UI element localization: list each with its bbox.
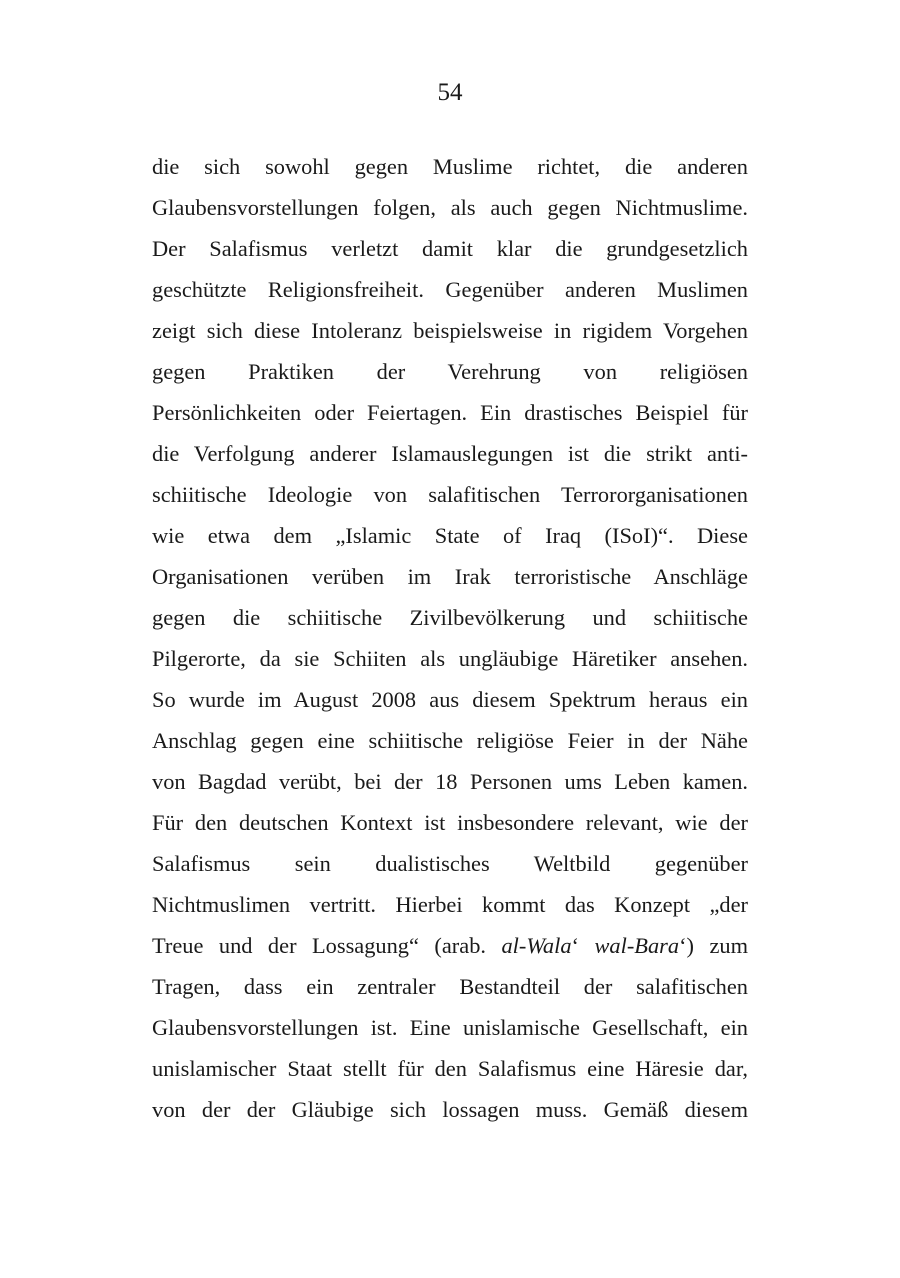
text-line: Pilgerorte, da sie Schiiten als ungläubige Häretiker ansehen. xyxy=(152,646,748,671)
text-line: Der Salafismus verletzt damit klar die grundgesetzlich xyxy=(152,236,748,261)
text-segment: Treue und der Lossagung“ (arab. xyxy=(152,933,502,958)
text-line: Glaubensvorstellungen folgen, als auch gegen Nichtmuslime. xyxy=(152,195,748,220)
text-line: So wurde im August 2008 aus diesem Spektrum heraus ein xyxy=(152,687,748,712)
italic-term-wal-bara: wal-Bara xyxy=(594,933,680,958)
text-line: von Bagdad verübt, bei der 18 Personen ums Leben kamen. xyxy=(152,769,748,794)
text-line: unislamischer Staat stellt für den Salafismus eine Häresie dar, xyxy=(152,1056,748,1081)
text-line: schiitische Ideologie von salafitischen Terrororganisationen xyxy=(152,482,748,507)
text-line-with-italics xyxy=(152,925,748,966)
text-line: gegen die schiitische Zivilbevölkerung und schiitische xyxy=(152,605,748,630)
italic-term-al-wala: al-Wala xyxy=(501,933,572,958)
text-line: geschützte Religionsfreiheit. Gegenüber anderen Muslimen xyxy=(152,277,748,302)
text-line: von der der Gläubige sich lossagen muss. Gemäß diesem xyxy=(152,1097,748,1122)
text-line: Organisationen verüben im Irak terroristische Anschläge xyxy=(152,564,748,589)
text-line: gegen Praktiken der Verehrung von religiösen xyxy=(152,359,748,384)
text-line: Glaubensvorstellungen ist. Eine unislamische Gesellschaft, ein xyxy=(152,1015,748,1040)
text-segment: ‘) zum xyxy=(679,933,748,958)
body-paragraph xyxy=(152,146,748,1130)
text-segment: ‘ xyxy=(571,933,595,958)
text-line: zeigt sich diese Intoleranz beispielsweise in rigidem Vorgehen xyxy=(152,318,748,343)
text-line: Persönlichkeiten oder Feiertagen. Ein drastisches Beispiel für xyxy=(152,400,748,425)
text-line: die sich sowohl gegen Muslime richtet, die anderen xyxy=(152,154,748,179)
text-line: Salafismus sein dualistisches Weltbild gegenüber xyxy=(152,851,748,876)
text-line: Anschlag gegen eine schiitische religiöse Feier in der Nähe xyxy=(152,728,748,753)
text-line: Nichtmuslimen vertritt. Hierbei kommt das Konzept „der xyxy=(152,892,748,917)
page-number: 54 xyxy=(437,79,463,106)
text-line: wie etwa dem „Islamic State of Iraq (ISoI)“. Diese xyxy=(152,523,748,548)
text-line: die Verfolgung anderer Islamauslegungen ist die strikt anti- xyxy=(152,441,748,466)
text-line: Tragen, dass ein zentraler Bestandteil der salafitischen xyxy=(152,974,748,999)
text-line: Für den deutschen Kontext ist insbesondere relevant, wie der xyxy=(152,810,748,835)
